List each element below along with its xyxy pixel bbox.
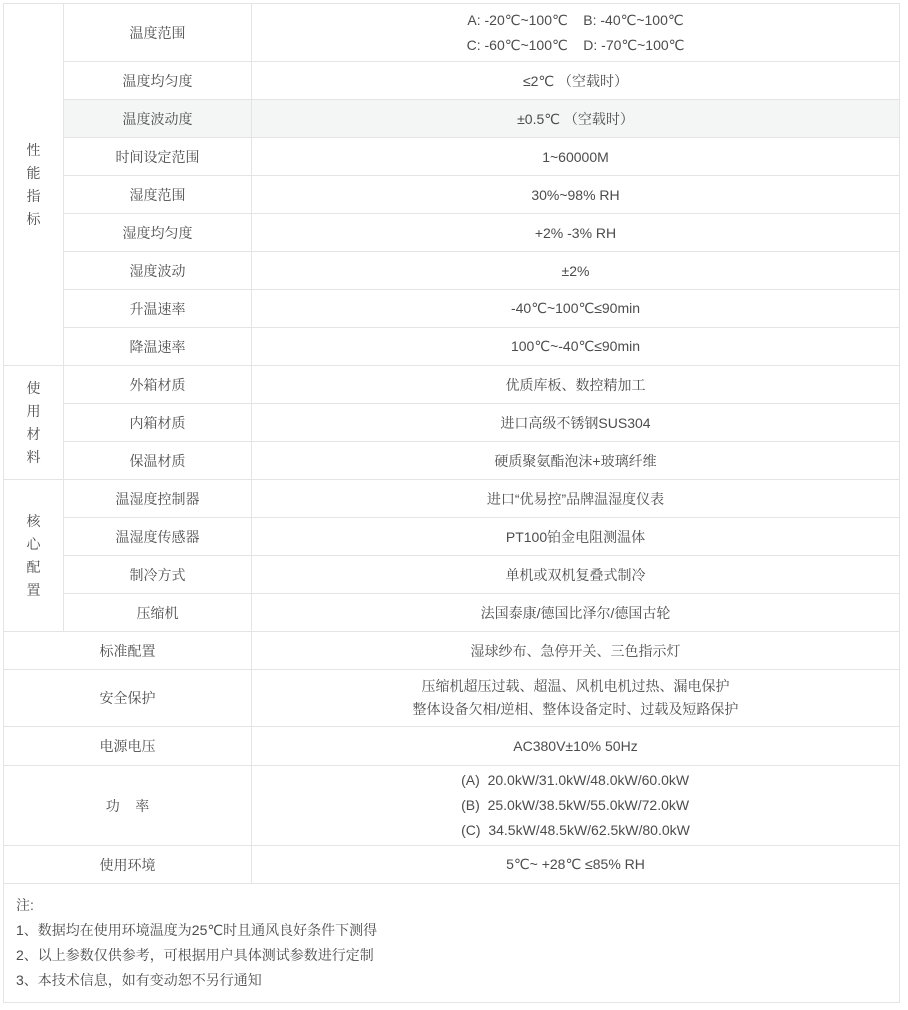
notes-title: 注: [16,897,34,913]
param-outer-box-material: 外箱材质 [64,366,252,404]
param-operating-environment: 使用环境 [4,846,252,884]
value-temp-uniformity: ≤2℃ （空载时） [252,62,900,100]
param-insulation-material: 保温材质 [64,442,252,480]
param-temp-humidity-controller: 温湿度控制器 [64,480,252,518]
group-performance-indicators [4,4,64,366]
param-heating-rate: 升温速率 [64,290,252,328]
param-temp-range: 温度范围 [64,4,252,62]
param-humidity-range: 湿度范围 [64,176,252,214]
value-temp-fluctuation: ±0.5℃ （空载时） [252,100,900,138]
param-compressor: 压缩机 [64,594,252,632]
value-operating-environment: 5℃~ +28℃ ≤85% RH [252,846,900,884]
group-core-configuration [4,480,64,632]
notes-section [4,884,900,1003]
power-options [461,768,690,843]
group-label: 性能指标 [26,141,41,227]
value-line: 整体设备欠相/逆相、整体设备定时、过载及短路保护 [412,701,739,717]
value-line: C: -60℃~100℃ D: -70℃~100℃ [466,36,685,53]
note-item: 1、数据均在使用环境温度为25℃时且通风良好条件下测得 [16,922,378,938]
group-materials [4,366,64,480]
value-power [252,766,900,846]
param-power: 功 率 [4,766,252,846]
param-humidity-fluctuation: 湿度波动 [64,252,252,290]
value-cooling-rate: 100℃~-40℃≤90min [252,328,900,366]
value-line: 压缩机超压过载、超温、风机电机过热、漏电保护 [421,678,730,694]
value-standard-configuration: 湿球纱布、急停开关、三色指示灯 [252,632,900,670]
value-time-setting-range: 1~60000M [252,138,900,176]
note-item: 2、以上参数仅供参考，可根据用户具体测试参数进行定制 [16,947,374,963]
group-label: 使用材料 [26,379,41,465]
value-line: (C) 34.5kW/48.5kW/62.5kW/80.0kW [461,822,690,838]
value-heating-rate: -40℃~100℃≤90min [252,290,900,328]
value-temp-humidity-sensor: PT100铂金电阻测温体 [252,518,900,556]
value-line: A: -20℃~100℃ B: -40℃~100℃ [467,11,684,28]
value-power-supply-voltage: AC380V±10% 50Hz [252,727,900,766]
param-power-supply-voltage: 电源电压 [4,727,252,766]
value-safety-protection [252,670,900,727]
param-safety-protection: 安全保护 [4,670,252,727]
note-item: 3、本技术信息，如有变动恕不另行通知 [16,972,262,988]
param-standard-configuration: 标准配置 [4,632,252,670]
value-humidity-range: 30%~98% RH [252,176,900,214]
value-line: (A) 20.0kW/31.0kW/48.0kW/60.0kW [461,772,690,788]
param-cooling-rate: 降温速率 [64,328,252,366]
value-line: (B) 25.0kW/38.5kW/55.0kW/72.0kW [461,797,690,813]
value-refrigeration-method: 单机或双机复叠式制冷 [252,556,900,594]
group-label: 核心配置 [26,512,41,598]
param-inner-box-material: 内箱材质 [64,404,252,442]
param-temp-fluctuation: 温度波动度 [64,100,252,138]
spec-table [3,3,900,1003]
param-temp-uniformity: 温度均匀度 [64,62,252,100]
value-temp-range [252,4,900,62]
value-insulation-material: 硬质聚氨酯泡沫+玻璃纤维 [252,442,900,480]
value-compressor: 法国泰康/德国比泽尔/德国古轮 [252,594,900,632]
param-temp-humidity-sensor: 温湿度传感器 [64,518,252,556]
param-refrigeration-method: 制冷方式 [64,556,252,594]
param-humidity-uniformity: 湿度均匀度 [64,214,252,252]
param-time-setting-range: 时间设定范围 [64,138,252,176]
value-humidity-fluctuation: ±2% [252,252,900,290]
value-inner-box-material: 进口高级不锈钢SUS304 [252,404,900,442]
value-humidity-uniformity: +2% -3% RH [252,214,900,252]
value-outer-box-material: 优质库板、数控精加工 [252,366,900,404]
value-temp-humidity-controller: 进口“优易控”品牌温湿度仪表 [252,480,900,518]
